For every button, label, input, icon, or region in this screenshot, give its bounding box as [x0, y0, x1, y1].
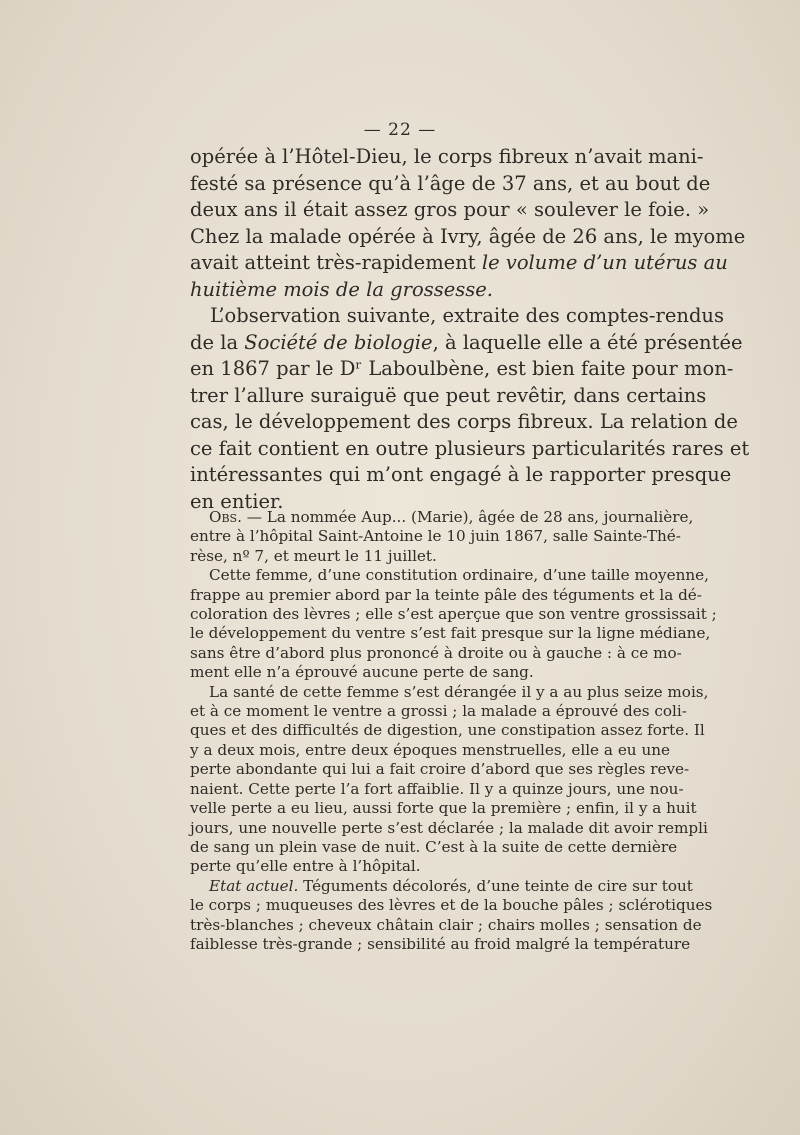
text-line: le corps ; muqueuses des lèvres et de la bouche pâles ; sclérotiques: [190, 896, 713, 915]
text-line: naient. Cette perte l’a fort affaiblie. Il y a quinze jours, une nou-: [190, 779, 684, 798]
text-line: avait atteint très-rapidement le volume d’un utérus au: [190, 251, 728, 274]
text-line: le développement du ventre s’est fait presque sur la ligne médiane,: [190, 624, 711, 643]
text-line: Cette femme, d’une constitution ordinaire, d’une taille moyenne,: [209, 566, 709, 585]
text-line: [190, 277, 670, 304]
text-line: festé sa présence qu’à l’âge de 37 ans, et au bout de: [190, 171, 711, 195]
italic-phrase: huitième mois de la grossesse.: [190, 277, 494, 301]
text-line: frappe au premier abord par la teinte pâle des téguments et la dé-: [190, 585, 702, 604]
italic-phrase: Société de biologie: [244, 330, 433, 354]
text-line: trer l’allure suraiguë que peut revêtir, dans certains: [190, 383, 707, 407]
text-line: perte qu’elle entre à l’hôpital.: [190, 857, 421, 876]
text-line: très-blanches ; cheveux châtain clair ; chairs molles ; sensation de: [190, 915, 702, 934]
text-line: jours, une nouvelle perte s’est déclarée ; la malade dit avoir rempli: [190, 818, 708, 837]
text-line: deux ans il était assez gros pour « soulever le foie. »: [190, 198, 710, 221]
text-line: rèse, nº 7, et meurt le 11 juillet.: [190, 546, 437, 565]
text-line: Obs. — La nommée Aup... (Marie), âgée de 28 ans, journalière,: [209, 508, 694, 526]
text-line: faiblesse très-grande ; sensibilité au froid malgré la température: [190, 934, 691, 953]
text-line: de sang un plein vase de nuit. C’est à la suite de cette dernière: [190, 837, 678, 856]
text-line: sans être d’abord plus prononcé à droite ou à gauche : à ce mo-: [190, 643, 682, 662]
text-line: et à ce moment le ventre a grossi ; la malade a éprouvé des coli-: [190, 702, 687, 721]
text-line: intéressantes qui m’ont engagé à le rapporter presque: [190, 463, 732, 486]
text-line: ques et des difficultés de digestion, une constipation assez forte. Il: [190, 721, 705, 740]
text-line: L’observation suivante, extraite des comptes-rendus: [210, 304, 724, 327]
text-line: velle perte a eu lieu, aussi forte que la première ; enfin, il y a huit: [190, 799, 697, 818]
text-line: Etat actuel. Téguments décolorés, d’une teinte de cire sur tout: [209, 876, 693, 895]
italic-phrase: le volume d’un utérus au: [481, 251, 728, 274]
text-line: Chez la malade opérée à Ivry, âgée de 26 ans, le myome: [190, 224, 746, 248]
text-line: ce fait contient en outre plusieurs particularités rares et: [190, 436, 750, 460]
text-line: perte abondante qui lui a fait croire d’abord que ses règles reve-: [190, 760, 690, 779]
obs-label: Obs.: [209, 508, 242, 526]
text-line: en entier.: [190, 489, 284, 513]
text-line: y a deux mois, entre deux époques menstruelles, elle a eu une: [190, 740, 670, 759]
text-line: La santé de cette femme s’est dérangée il y a au plus seize mois,: [209, 682, 709, 701]
text-line: coloration des lèvres ; elle s’est aperçue que son ventre grossissait ;: [190, 605, 717, 624]
body-text: [190, 144, 750, 515]
page-number: — 22 —: [363, 120, 437, 140]
text-line: de la Société de biologie, à laquelle elle a été présentée: [190, 330, 743, 354]
text-line: cas, le développement des corps fibreux. La relation de: [190, 410, 738, 433]
text-line: entre à l’hôpital Saint-Antoine le 10 juin 1867, salle Sainte-Thé-: [190, 527, 681, 546]
observation-text: [190, 508, 717, 954]
text-line: en 1867 par le Dʳ Laboulbène, est bien faite pour mon-: [190, 357, 734, 380]
text-line: opérée à l’Hôtel-Dieu, le corps fibreux n’avait mani-: [190, 145, 704, 168]
text-line: ment elle n’a éprouvé aucune perte de sang.: [190, 663, 534, 682]
italic-phrase: Etat actuel.: [209, 876, 299, 895]
